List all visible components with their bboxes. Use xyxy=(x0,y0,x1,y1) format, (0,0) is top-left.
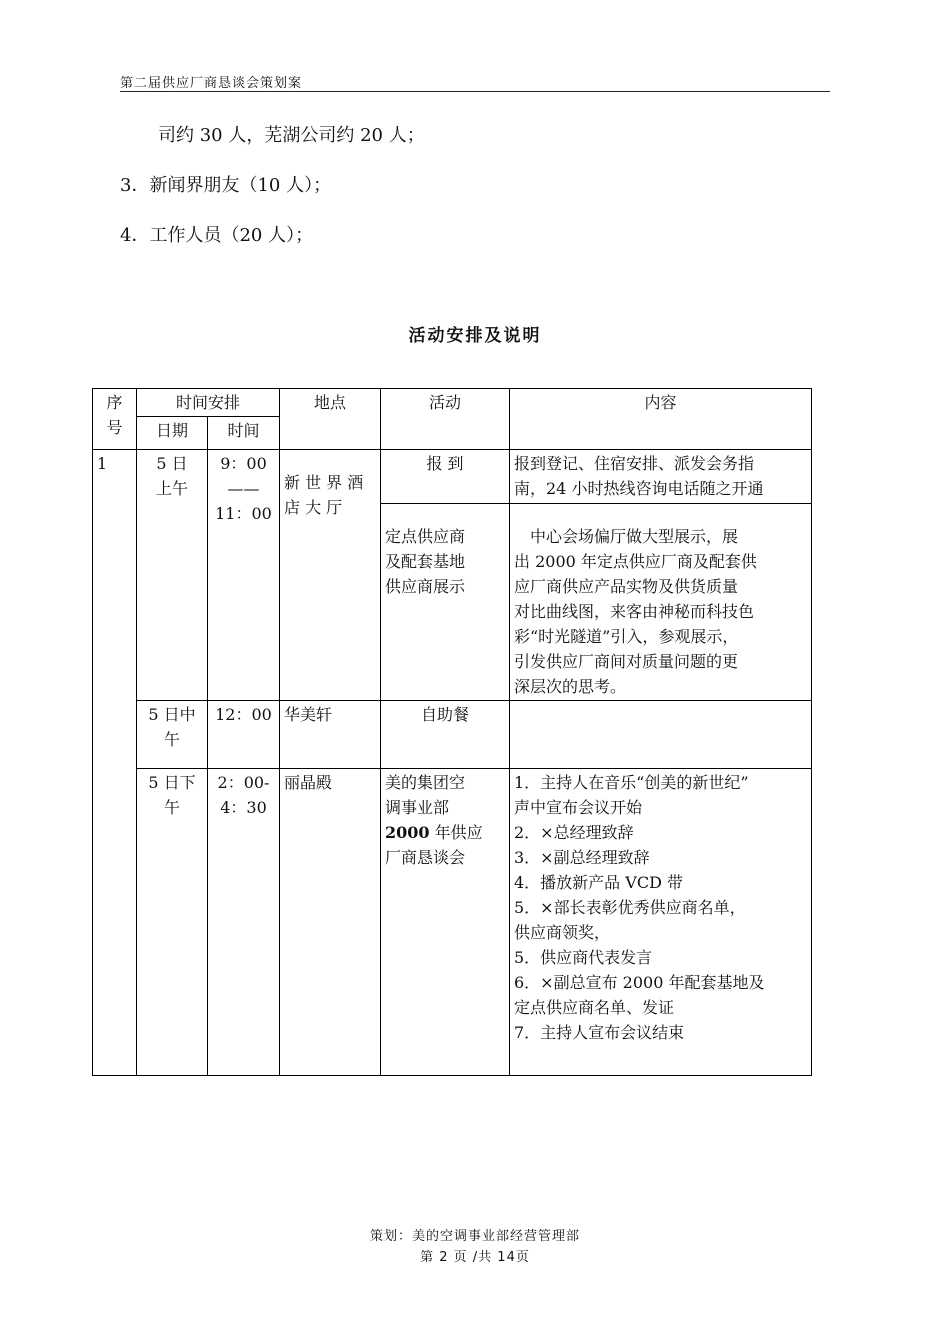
cell-place-noon: 华美轩 xyxy=(280,701,381,769)
cell-date-noon: 5 日中 午 xyxy=(137,701,208,769)
running-header: 第二届供应厂商恳谈会策划案 xyxy=(120,76,303,91)
header-schedule: 时间安排 xyxy=(137,389,280,417)
cell-time-noon: 12：00 xyxy=(208,701,280,769)
table-row xyxy=(93,701,812,769)
header-content: 内容 xyxy=(510,389,812,450)
section-title: 活动安排及说明 xyxy=(408,326,542,346)
cell-content-checkin: 报到登记、住宿安排、派发会务指 南，24 小时热线咨询电话随之开通 xyxy=(510,450,812,504)
cell-content-exhibit: 中心会场偏厅做大型展示，展 出 2000 年定点供应厂商及配套供 应厂商供应产品实物及供货质量 对比曲线图，来客由神秘而科技色 彩“时光隧道”引入，参观展示， 引发供应厂商间对质量问题的更 深层次的思考。 xyxy=(510,504,812,701)
body-line-1: 司约 30 人，芜湖公司约 20 人； xyxy=(158,125,425,146)
cell-place-morning: 新 世 界 酒 店 大 厅 xyxy=(280,450,381,701)
cell-place-afternoon: 丽晶殿 xyxy=(280,769,381,1076)
footer-page-number: 第 2 页 /共 14页 xyxy=(420,1250,530,1265)
activity-schedule-table xyxy=(92,388,812,1076)
header-time: 时间 xyxy=(208,417,280,450)
cell-content-buffet xyxy=(510,701,812,769)
cell-activity-exhibit: 定点供应商 及配套基地 供应商展示 xyxy=(381,504,510,701)
cell-date-afternoon: 5 日下 午 xyxy=(137,769,208,1076)
body-line-3: 4．工作人员（20 人）； xyxy=(120,225,314,246)
cell-content-conference: 1．主持人在音乐“创美的新世纪” 声中宣布会议开始 2．×总经理致辞 3．×副总经理致辞 4．播放新产品 VCD 带 5．×部长表彰优秀供应商名单， 供应商领奖， 5．供应商代表发言 6．×副总宣布 2000 年配套基地及 定点供应商名单、发证 7．主持人宣布会议结束 xyxy=(510,769,812,1076)
table-row xyxy=(93,450,812,504)
header-place: 地点 xyxy=(280,389,381,450)
cell-activity-buffet: 自助餐 xyxy=(381,701,510,769)
cell-time-afternoon: 2：00- 4：30 xyxy=(208,769,280,1076)
table-row xyxy=(93,769,812,1076)
table-header-row xyxy=(93,389,812,417)
header-rule xyxy=(120,91,830,92)
footer-department: 策划：美的空调事业部经营管理部 xyxy=(369,1229,580,1244)
cell-date-morning: 5 日 上午 xyxy=(137,450,208,701)
header-activity: 活动 xyxy=(381,389,510,450)
body-line-2: 3．新闻界朋友（10 人）； xyxy=(120,175,332,196)
cell-time-morning: 9：00 —— 11：00 xyxy=(208,450,280,701)
cell-activity-checkin: 报 到 xyxy=(381,450,510,504)
header-date: 日期 xyxy=(137,417,208,450)
cell-seq: 1 xyxy=(93,450,137,1076)
header-seq: 序 号 xyxy=(93,389,137,450)
cell-activity-conference: 美的集团空 调事业部 2000 年供应 厂商恳谈会 xyxy=(381,769,510,1076)
